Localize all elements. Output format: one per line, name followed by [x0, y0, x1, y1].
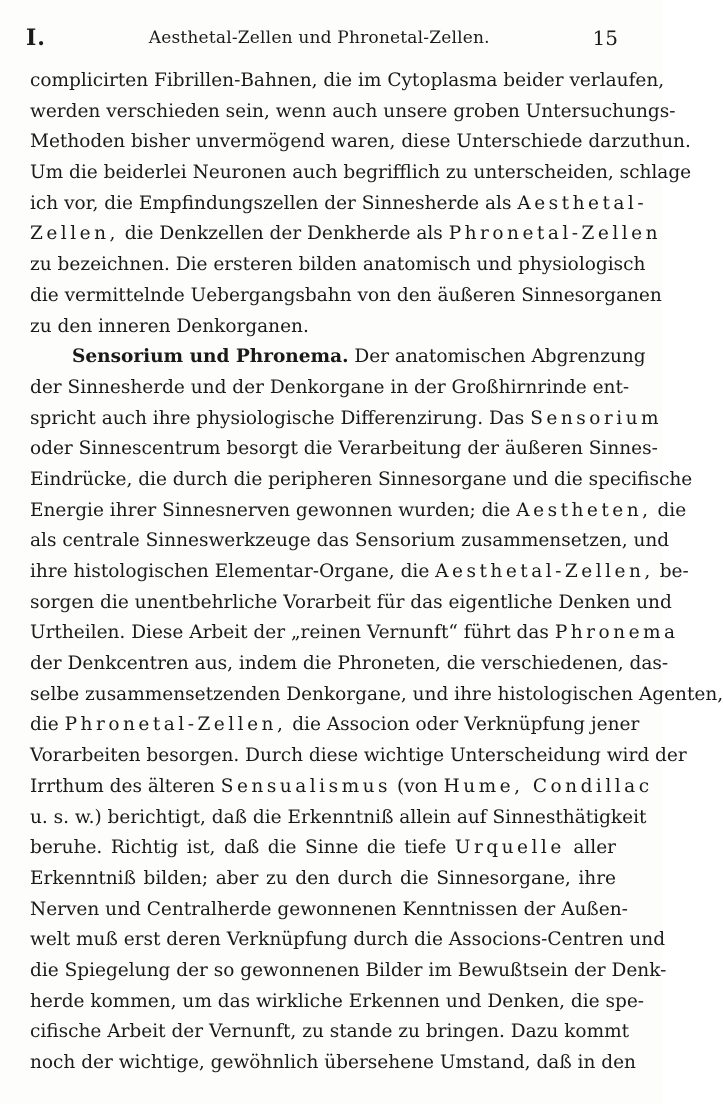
- text-line: die vermittelnde Uebergangsbahn von den äußeren Sinnesorganen: [30, 284, 662, 306]
- text-run: Energie ihrer Sinnesnerven gewonnen wurden; die: [30, 499, 511, 521]
- text-line: [30, 219, 662, 250]
- text-run: die Denkzellen der Denkherde als: [124, 223, 443, 245]
- text-line: [30, 557, 689, 588]
- emphasized-term: Aesthetal-: [517, 192, 648, 214]
- text-run: die: [657, 499, 687, 521]
- text-line: cifische Arbeit der Vernunft, zu stande zu bringen. Dazu kommt: [30, 1021, 630, 1043]
- text-line: sorgen die unentbehrliche Vorarbeit für das eigentliche Denken und: [30, 591, 672, 613]
- text-run: aller: [573, 837, 617, 859]
- text-line: selbe zusammensetzenden Denkorgane, und ihre histologischen Agenten,: [30, 683, 723, 705]
- running-title: Aesthetal-Zellen und Phronetal-Zellen.: [148, 28, 490, 48]
- text-line: zu bezeichnen. Die ersteren bilden anatomisch und physiologisch: [30, 254, 646, 276]
- emphasized-term: Zellen,: [30, 223, 119, 245]
- text-run: ich vor, die Empfindungszellen der Sinnesherde als: [30, 192, 512, 214]
- text-run: die: [30, 714, 59, 736]
- chapter-number: I.: [26, 25, 46, 51]
- text-line: Nerven und Centralherde gewonnenen Kenntnissen der Außen-: [30, 898, 628, 920]
- text-line: herde kommen, um das wirkliche Erkennen und Denken, die spe-: [30, 990, 645, 1012]
- text-line: Erkenntniß bilden; aber zu den durch die Sinnesorgane, ihre: [30, 867, 616, 889]
- text-run: Irrthum des älteren: [30, 775, 215, 797]
- emphasized-term: Urquelle: [454, 837, 565, 859]
- text-line: als centrale Sinneswerkzeuge das Sensorium zusammensetzen, und: [30, 530, 670, 552]
- text-line: [30, 833, 616, 864]
- text-line: der Sinnesherde und der Denkorgane in der Großhirnrinde ent-: [30, 376, 630, 398]
- page-header: [26, 22, 618, 54]
- text-line: [30, 710, 640, 741]
- text-line: Methoden bisher unvermögend waren, diese Unterschiede darzuthun.: [30, 131, 691, 153]
- text-line: oder Sinnescentrum besorgt die Verarbeitung der äußeren Sinnes-: [30, 438, 658, 460]
- emphasized-term: Aestheten,: [516, 499, 652, 521]
- body-text: [30, 66, 723, 1079]
- text-run: be-: [659, 561, 689, 582]
- text-run: spricht auch ihre physiologische Differenzirung. Das: [30, 407, 525, 429]
- text-run: Urtheilen. Diese Arbeit der „reinen Vernunft“ führt das: [30, 622, 549, 644]
- emphasized-term: Hume, Condillac: [443, 775, 653, 797]
- text-run: ihre histologischen Elementar-Organe, die: [30, 561, 430, 582]
- text-line: werden verschieden sein, wenn auch unsere groben Untersuchungs-: [30, 100, 676, 122]
- text-line: [30, 618, 679, 649]
- emphasized-term: Aesthetal-Zellen,: [435, 561, 654, 582]
- text-line: noch der wichtige, gewöhnlich übersehene Umstand, daß in den: [30, 1052, 636, 1073]
- text-line: der Denkcentren aus, indem die Phroneten, die verschiedenen, das-: [30, 653, 669, 675]
- text-run: die Associon oder Verknüpfung jener: [292, 714, 640, 736]
- page-number: 15: [592, 26, 618, 50]
- emphasized-term: Sensorium: [530, 407, 663, 429]
- emphasized-term: Sensualismus: [220, 775, 392, 797]
- text-line: u. s. w.) berichtigt, daß die Erkenntniß allein auf Sinnesthätigkeit: [30, 806, 647, 828]
- text-line: zu den inneren Denkorganen.: [30, 315, 309, 337]
- emphasized-term: Phronema: [554, 622, 679, 644]
- text-line: [30, 404, 663, 435]
- text-run: beruhe. Richtig ist, daß die Sinne die tiefe: [30, 837, 447, 859]
- text-line: Eindrücke, die durch die peripheren Sinnesorgane und die specifische: [30, 468, 693, 490]
- text-line: [30, 342, 646, 373]
- text-run: (von: [396, 775, 438, 797]
- text-line: Vorarbeiten besorgen. Durch diese wichtige Unterscheidung wird der: [30, 745, 687, 767]
- text-run: Der anatomischen Abgrenzung: [354, 346, 646, 368]
- text-line: complicirten Fibrillen-Bahnen, die im Cytoplasma beider verlaufen,: [30, 70, 665, 91]
- text-line: welt muß erst deren Verknüpfung durch die Associons-Centren und: [30, 929, 666, 951]
- text-line: [30, 772, 653, 803]
- text-line: die Spiegelung der so gewonnenen Bilder im Bewußtsein der Denk-: [30, 959, 667, 981]
- emphasized-term: Phronetal-Zellen,: [64, 714, 287, 736]
- text-line: [30, 496, 687, 527]
- section-heading: Sensorium und Phronema.: [72, 346, 349, 368]
- emphasized-term: Phronetal-Zellen: [448, 223, 662, 245]
- text-line: [30, 189, 648, 220]
- text-line: Um die beiderlei Neuronen auch begrifflich zu unterscheiden, schlage: [30, 162, 692, 184]
